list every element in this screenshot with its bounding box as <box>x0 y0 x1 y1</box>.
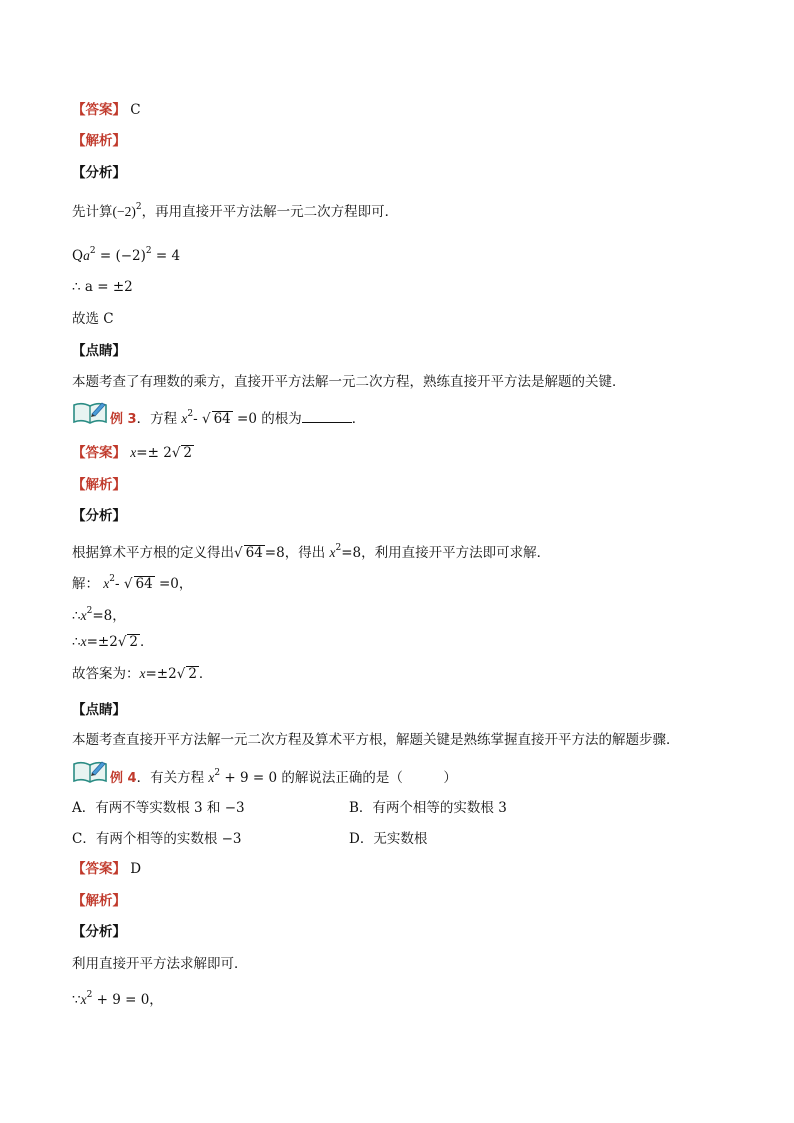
answer-line: 【答案】 D <box>72 861 142 877</box>
dianjing-text: 本题考查直接开平方法解一元二次方程及算术平方根，解题关键是熟练掌握直接开平方法的解题步骤． <box>72 732 680 748</box>
example-book-icon <box>72 759 108 783</box>
analysis-heading: 【解析】 <box>72 133 126 149</box>
fenxi-heading: 【分析】 <box>72 165 126 181</box>
fenxi-heading: 【分析】 <box>72 508 126 524</box>
fenxi-heading: 【分析】 <box>72 924 126 940</box>
example-4-label: 例 4 <box>110 771 137 786</box>
solution-1: $\because x^2 + 9 = 0$， <box>72 990 163 1008</box>
dianjing-heading: 【点睛】 <box>72 702 126 718</box>
option-c[interactable]: C．有两个相等的实数根 −3 <box>72 831 242 847</box>
option-b[interactable]: B．有两个相等的实数根 3 <box>349 800 507 816</box>
example-4-question: 例 4．有关方程 $x^2 + 9 = 0$ 的解说法正确的是（ ） <box>110 768 457 786</box>
step-2: ∴ a = ±2 <box>72 279 133 295</box>
analysis-heading: 【解析】 <box>72 477 126 493</box>
fenxi-text: 根据算术平方根的定义得出√ 64 =8，得出 $x^2=8$，利用直接开平方法即可求解． <box>72 543 551 561</box>
option-a[interactable]: A．有两不等实数根 3 和 −3 <box>72 800 245 816</box>
answer-line <box>72 101 141 119</box>
solution-3: ∴x=±2√ 2 ． <box>72 634 154 650</box>
answer-value: C <box>130 102 141 118</box>
answer-line: 【答案】 x=± 2√ 2 <box>72 445 193 461</box>
step-3: 故选 C <box>72 311 114 327</box>
example-3-question: 例 3．方程 $x^2-$ √ 64 =0 的根为 ． <box>110 409 366 427</box>
fenxi-text: 先计算$(-2)^2$，再用直接开平方法解一元二次方程即可． <box>72 202 399 220</box>
analysis-heading: 【解析】 <box>72 893 126 909</box>
answer-blank <box>302 410 352 423</box>
example-3-label: 例 3 <box>110 412 137 427</box>
dianjing-heading: 【点睛】 <box>72 343 126 359</box>
dianjing-text: 本题考查了有理数的乘方，直接开平方法解一元二次方程，熟练直接开平方法是解题的关键． <box>72 374 626 390</box>
option-d[interactable]: D．无实数根 <box>349 831 428 847</box>
fenxi-text: 利用直接开平方法求解即可． <box>72 956 248 972</box>
step-1: $Qa^2 = (-2)^2 = 4$ <box>72 246 181 264</box>
example-book-icon <box>72 400 108 424</box>
answer-tag: 【答案】 <box>72 102 126 118</box>
solution-4: 故答案为：x=±2√ 2 ． <box>72 666 213 682</box>
solution-2: $\therefore x^2=8$， <box>72 606 126 624</box>
solution-1: 解： $x^2-$ √ 64 =0， <box>72 574 193 592</box>
